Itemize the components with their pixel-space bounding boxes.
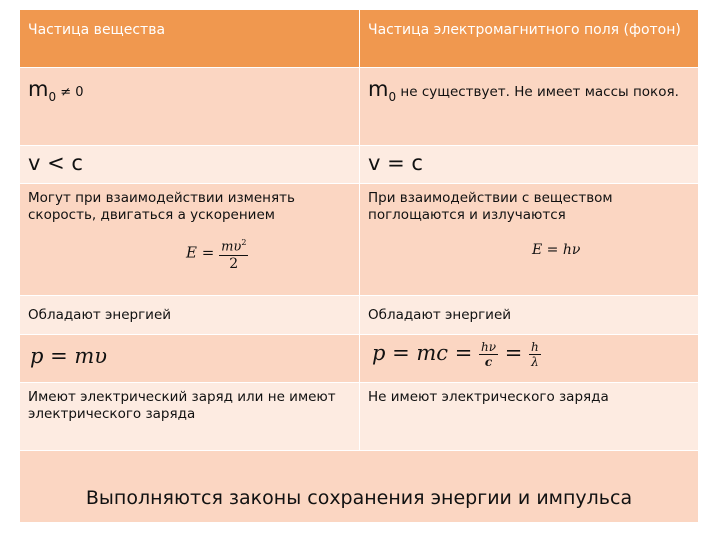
mass-photon-text: не существует. Не имеет массы покоя. (396, 84, 679, 100)
table-row-momentum (20, 334, 698, 382)
mass-symbol: m (28, 77, 49, 101)
formula-denominator: 2 (229, 256, 239, 273)
table-row-conservation (20, 450, 698, 522)
formula-equals: = (504, 341, 523, 365)
cell-momentum-photon (359, 335, 698, 382)
table-row-motion (20, 183, 698, 295)
table-row-energy (20, 295, 698, 334)
cell-speed-substance: v < c (20, 146, 359, 183)
kinetic-energy-formula (186, 234, 248, 273)
cell-motion-substance (20, 184, 359, 295)
photon-momentum-formula (372, 340, 541, 369)
formula-lhs: p = mc = (372, 341, 473, 365)
cell-energy-photon: Обладают энергией (359, 296, 698, 334)
motion-substance-text: Могут при взаимодействии изменять скорость, двигаться а ускорением (28, 190, 295, 223)
mass-subscript: 0 (388, 90, 397, 105)
motion-photon-text: При взаимодействии с веществом поглощаются и излучаются (368, 190, 613, 223)
table-row-mass (20, 67, 698, 145)
header-cell-photon: Частица электромагнитного поля (фотон) (359, 10, 698, 67)
cell-speed-photon: v = c (359, 146, 698, 183)
formula-numerator: hν (481, 340, 497, 354)
formula-fraction (219, 234, 248, 273)
formula-fraction-h-lambda (529, 340, 541, 369)
mass-subscript: 0 (48, 90, 57, 105)
photon-energy-formula: E = hν (532, 242, 581, 258)
table-header-row (20, 10, 698, 67)
formula-numerator: mυ (221, 239, 242, 255)
cell-momentum-substance (20, 335, 359, 382)
header-cell-substance: Частица вещества (20, 10, 359, 67)
formula-denominator: c (484, 355, 493, 369)
cell-mass-substance (20, 68, 359, 145)
conservation-laws-text: Выполняются законы сохранения энергии и импульса (20, 451, 698, 522)
formula-lhs: E = (186, 243, 215, 262)
cell-mass-photon (359, 68, 698, 145)
cell-charge-substance: Имеют электрический заряд или не имеют электрического заряда (20, 383, 359, 450)
cell-motion-photon (359, 184, 698, 295)
momentum-formula: p = mυ (30, 344, 108, 368)
formula-fraction-hv-c (479, 340, 498, 369)
cell-energy-substance: Обладают энергией (20, 296, 359, 334)
table-row-speed (20, 145, 698, 183)
formula-denominator: λ (531, 355, 539, 369)
formula-exponent: 2 (241, 238, 247, 247)
mass-symbol: m (368, 77, 389, 101)
comparison-table (20, 10, 698, 522)
cell-charge-photon: Не имеют электрического заряда (359, 383, 698, 450)
formula-numerator: h (531, 340, 539, 354)
mass-relation: ≠ 0 (56, 85, 84, 100)
table-row-charge (20, 382, 698, 450)
